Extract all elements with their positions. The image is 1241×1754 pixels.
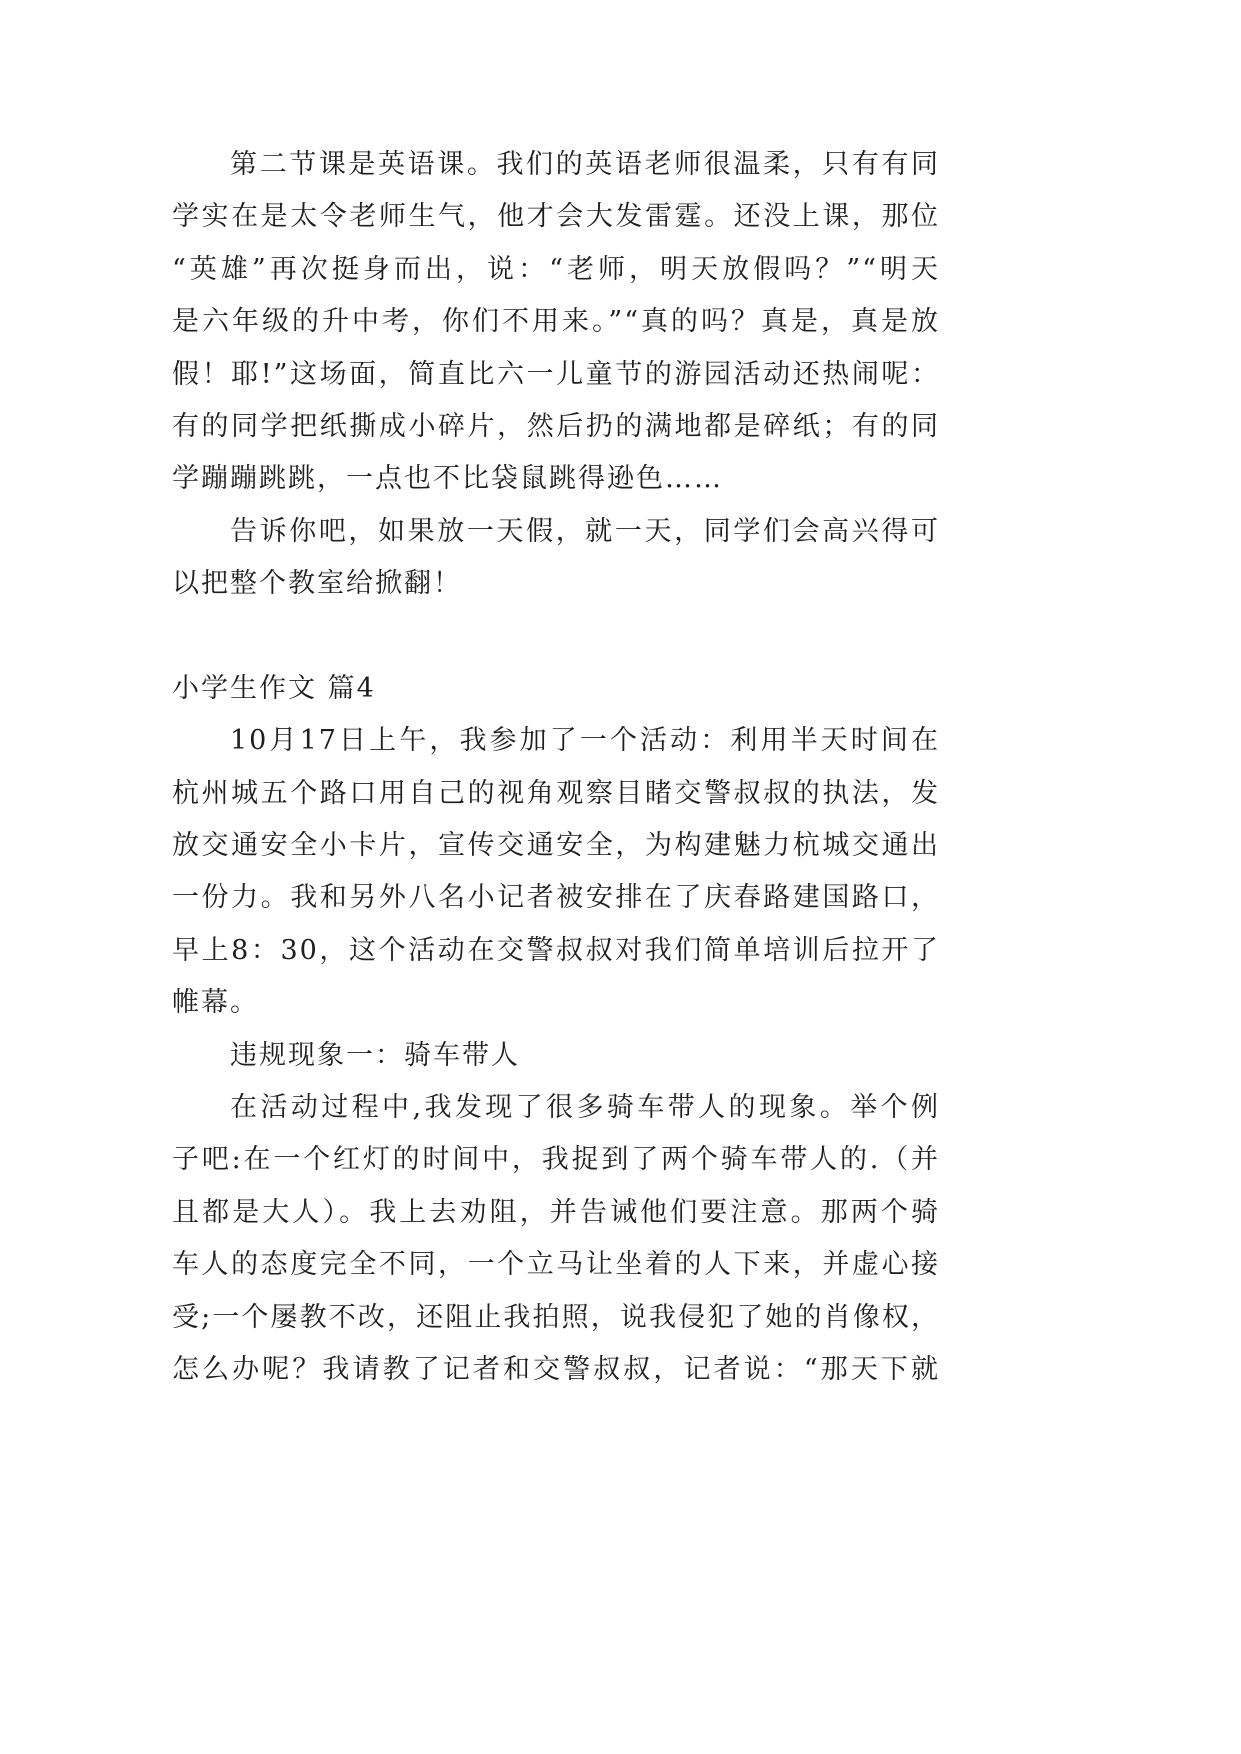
text-line: 学实在是太令老师生气，他才会大发雷霆。还没上课，那位 (172, 201, 940, 233)
text-line: 第二节课是英语课。我们的英语老师很温柔，只有有同 (230, 149, 940, 180)
paragraph (172, 506, 940, 611)
essay-heading: 小学生作文 篇4 (172, 672, 376, 704)
subheading (172, 1030, 940, 1082)
text-line: 车人的态度完全不同，一个立马让坐着的人下来，并虚心接 (172, 1249, 940, 1281)
text-line: 且都是大人）。我上去劝阻，并告诫他们要注意。那两个骑 (172, 1196, 940, 1228)
text-line: “英雄”再次挺身而出，说：“老师，明天放假吗？”“明天 (172, 253, 940, 285)
text-line: 帷幕。 (172, 987, 259, 1019)
blank-line (172, 611, 940, 663)
text-line: 有的同学把纸撕成小碎片，然后扔的满地都是碎纸；有的同 (172, 410, 940, 442)
paragraph (172, 715, 940, 1029)
text-line: 学蹦蹦跳跳，一点也不比袋鼠跳得逊色…… (172, 463, 723, 495)
text-line: 一份力。我和另外八名小记者被安排在了庆春路建国路口， (172, 882, 940, 914)
text-line: 10月17日上午，我参加了一个活动：利用半天时间在 (230, 725, 940, 757)
text-line: 放交通安全小卡片，宣传交通安全，为构建魅力杭城交通出 (172, 830, 940, 862)
text-line: 杭州城五个路口用自己的视角观察目睹交警叔叔的执法，发 (172, 777, 940, 809)
text-line: 告诉你吧，如果放一天假，就一天，同学们会高兴得可 (230, 515, 940, 547)
paragraph (172, 1082, 940, 1396)
text-line: 假！耶!”这场面，简直比六一儿童节的游园活动还热闹呢： (172, 358, 940, 390)
text-line: 在活动过程中,我发现了很多骑车带人的现象。举个例 (230, 1092, 940, 1124)
text-line: 怎么办呢？我请教了记者和交警叔叔，记者说：“那天下就 (172, 1353, 940, 1385)
text-line: 早上8：30，这个活动在交警叔叔对我们简单培训后拉开了 (172, 934, 940, 966)
text-line: 子吧:在一个红灯的时间中，我捉到了两个骑车带人的.（并 (172, 1144, 940, 1176)
document-body (172, 139, 940, 1396)
text-line: 违规现象一：骑车带人 (230, 1039, 520, 1071)
text-line: 受;一个屡教不改，还阻止我拍照，说我侵犯了她的肖像权， (172, 1301, 940, 1333)
text-line: 是六年级的升中考，你们不用来。”“真的吗？真是，真是放 (172, 306, 940, 338)
text-line: 以把整个教室给掀翻！ (172, 568, 462, 600)
paragraph (172, 139, 940, 506)
